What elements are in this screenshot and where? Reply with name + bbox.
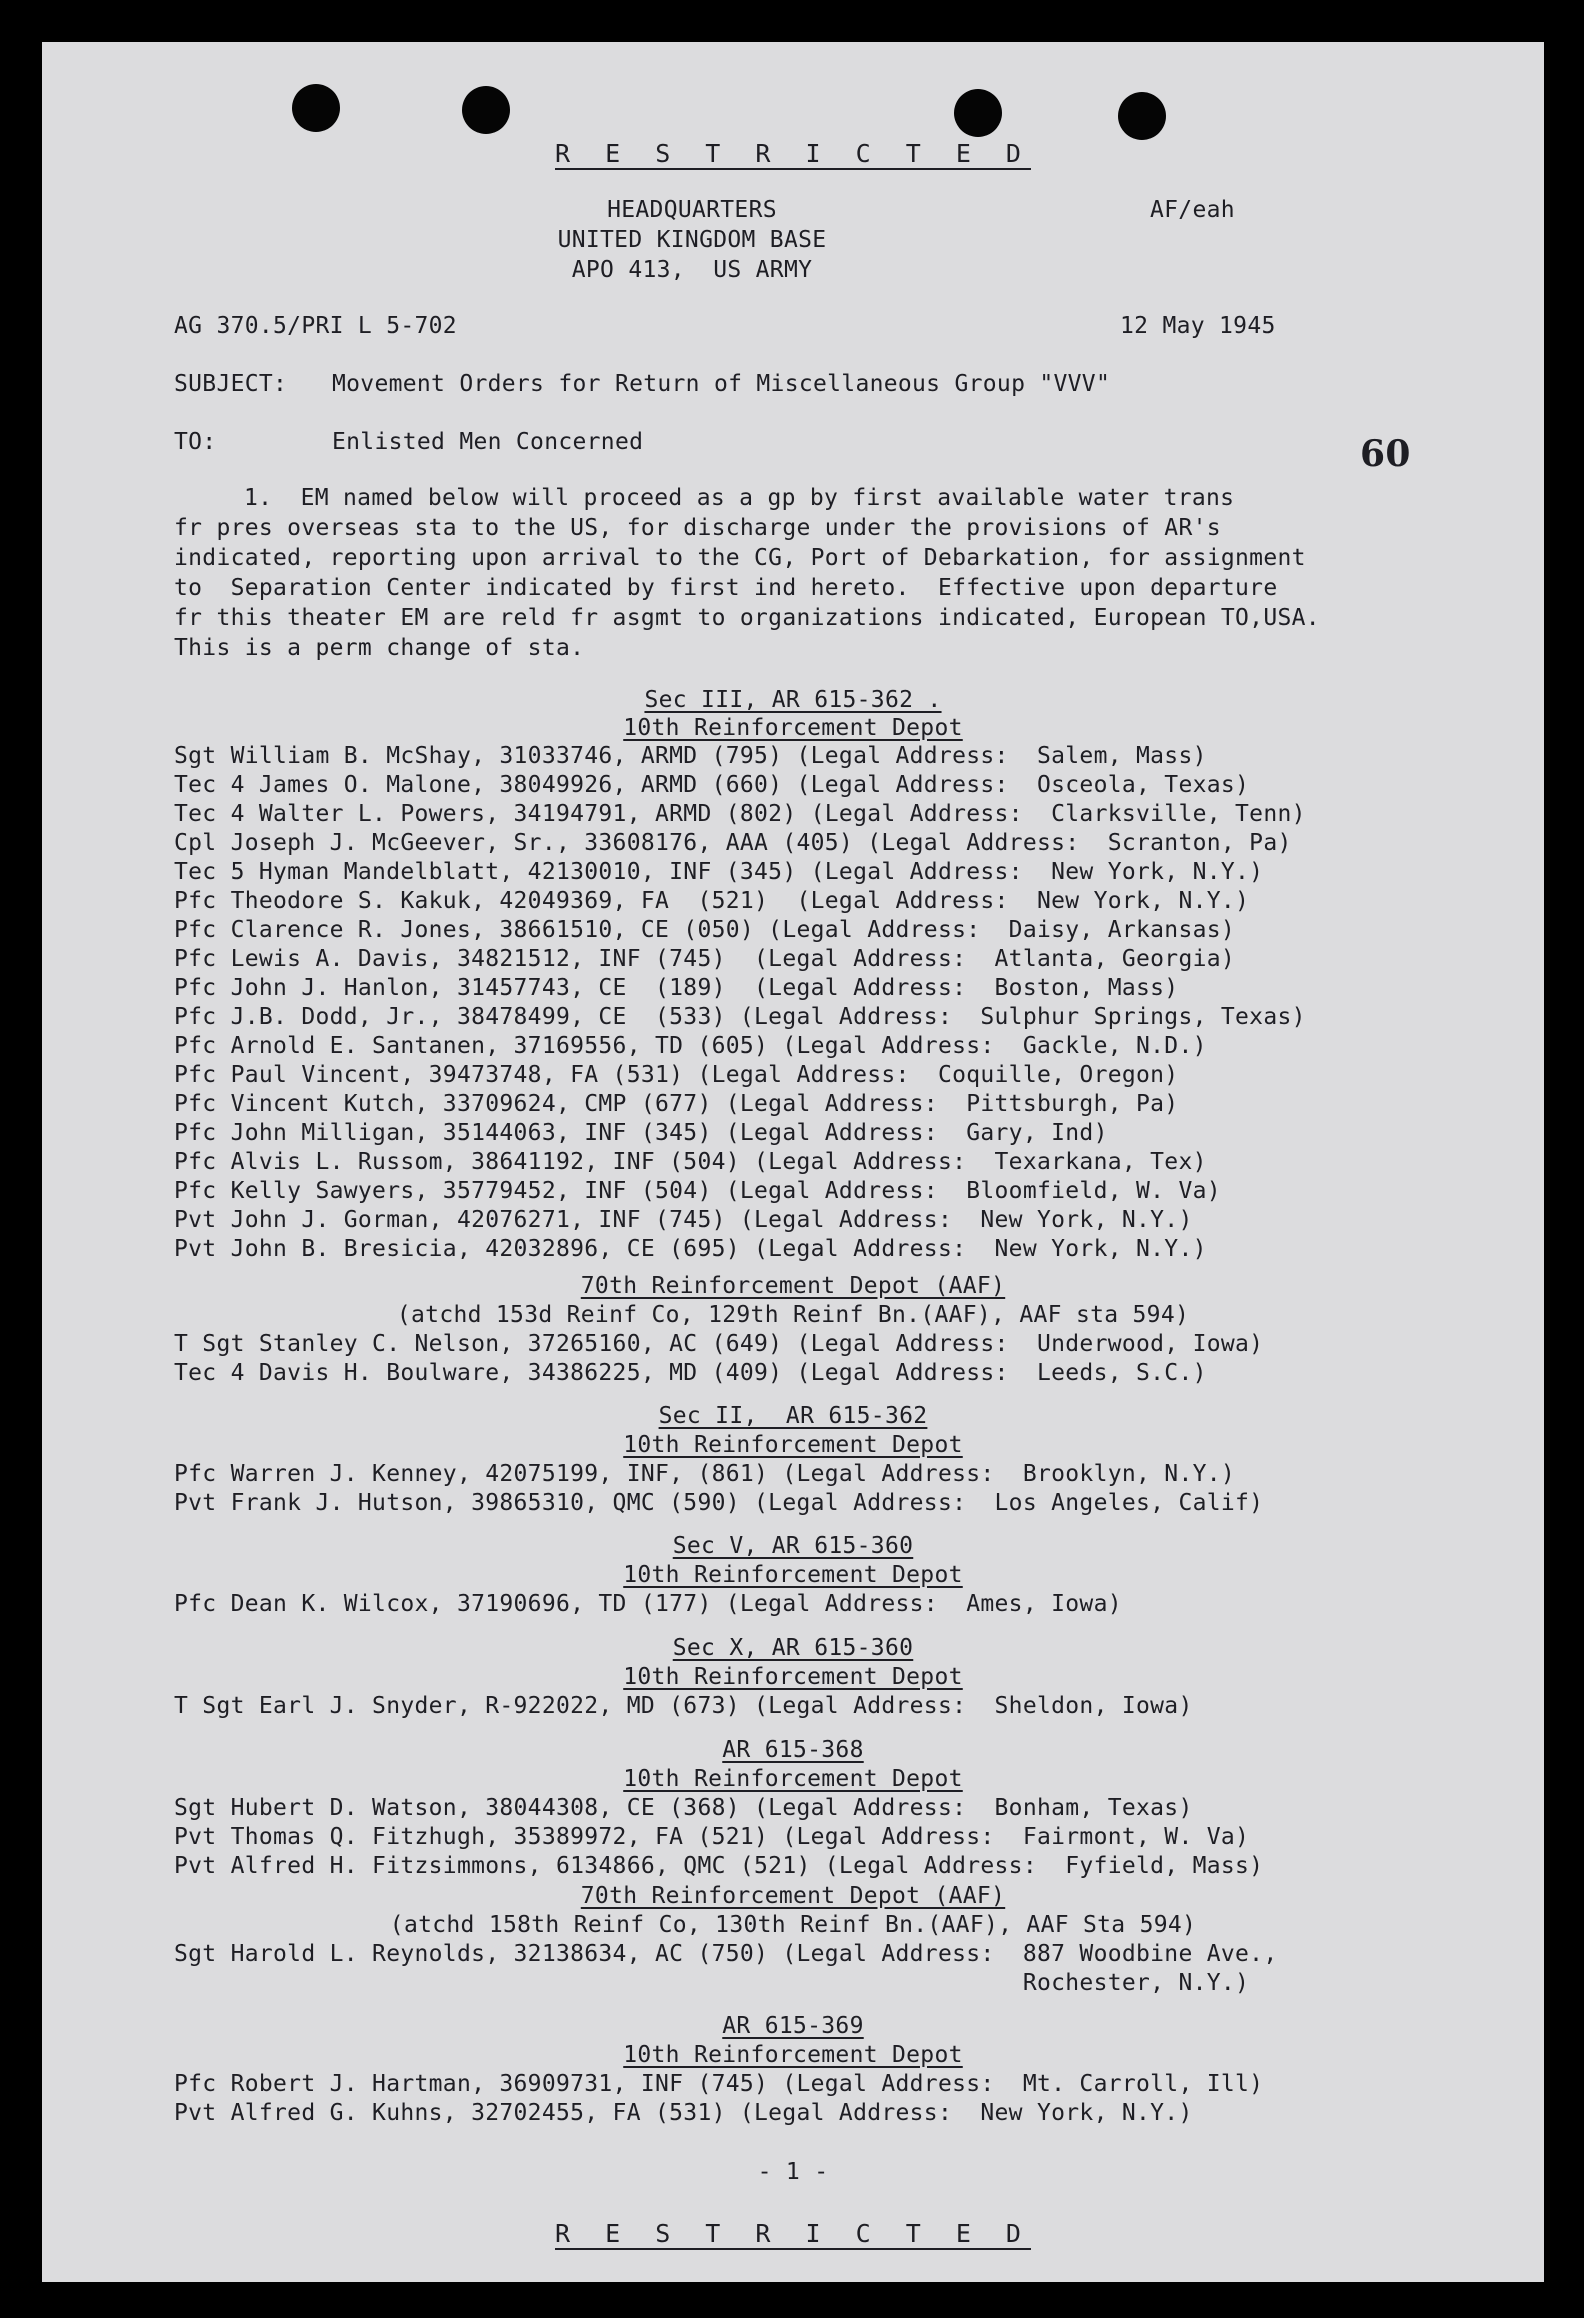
roster-entry: Pfc Dean K. Wilcox, 37190696, TD (177) (Legal Address: Ames, Iowa) (174, 1591, 1122, 1617)
section-heading: Sec II, AR 615-362 (658, 1403, 928, 1429)
roster-entry: Pfc Clarence R. Jones, 38661510, CE (050) (Legal Address: Daisy, Arkansas) (174, 917, 1236, 943)
roster-entry: Pvt Alfred G. Kuhns, 32702455, FA (531) (Legal Address: New York, N.Y.) (174, 2100, 1193, 2126)
roster-entry: Cpl Joseph J. McGeever, Sr., 33608176, AAA (405) (Legal Address: Scranton, Pa) (174, 830, 1292, 856)
roster-entry: Pvt Thomas Q. Fitzhugh, 35389972, FA (521) (Legal Address: Fairmont, W. Va) (174, 1824, 1250, 1850)
to-label: TO: (174, 429, 217, 455)
subject-label: SUBJECT: (174, 371, 288, 397)
section-heading: AR 615-369 (722, 2013, 864, 2039)
file-number: AG 370.5/PRI L 5-702 (174, 313, 457, 339)
roster-entry: Sgt Hubert D. Watson, 38044308, CE (368) (Legal Address: Bonham, Texas) (174, 1795, 1193, 1821)
attachment-note: (atchd 158th Reinf Co, 130th Reinf Bn.(AAF), AAF Sta 594) (389, 1912, 1197, 1938)
roster-entry: Pfc John J. Hanlon, 31457743, CE (189) (Legal Address: Boston, Mass) (174, 975, 1179, 1001)
binder-hole (462, 86, 510, 134)
roster-entry: Tec 5 Hyman Mandelblatt, 42130010, INF (345) (Legal Address: New York, N.Y.) (174, 859, 1264, 885)
section-heading: AR 615-368 (722, 1737, 864, 1763)
page-number: - 1 - (757, 2159, 829, 2185)
roster-entry: Sgt William B. McShay, 31033746, ARMD (795) (Legal Address: Salem, Mass) (174, 743, 1207, 769)
page-mark: 60 (1360, 433, 1411, 475)
depot-heading: 10th Reinforcement Depot (623, 1562, 963, 1588)
roster-entry: Pfc Arnold E. Santanen, 37169556, TD (605) (Legal Address: Gackle, N.D.) (174, 1033, 1207, 1059)
roster-entry: T Sgt Stanley C. Nelson, 37265160, AC (649) (Legal Address: Underwood, Iowa) (174, 1331, 1264, 1357)
depot-heading: 10th Reinforcement Depot (623, 1432, 963, 1458)
roster-entry: Pfc Robert J. Hartman, 36909731, INF (745) (Legal Address: Mt. Carroll, Ill) (174, 2071, 1264, 2097)
paragraph-line: fr this theater EM are reld fr asgmt to organizations indicated, European TO,USA. (174, 605, 1320, 631)
roster-entry: Pfc Alvis L. Russom, 38641192, INF (504) (Legal Address: Texarkana, Tex) (174, 1149, 1207, 1175)
depot-heading: 10th Reinforcement Depot (623, 2042, 963, 2068)
roster-entry: Pvt John B. Bresicia, 42032896, CE (695) (Legal Address: New York, N.Y.) (174, 1236, 1207, 1262)
roster-entry: Pfc J.B. Dodd, Jr., 38478499, CE (533) (Legal Address: Sulphur Springs, Texas) (174, 1004, 1306, 1030)
roster-entry: Tec 4 Davis H. Boulware, 34386225, MD (409) (Legal Address: Leeds, S.C.) (174, 1360, 1207, 1386)
roster-entry: Pfc Lewis A. Davis, 34821512, INF (745) (Legal Address: Atlanta, Georgia) (174, 946, 1236, 972)
binder-hole (292, 84, 340, 132)
roster-entry: Tec 4 Walter L. Powers, 34194791, ARMD (802) (Legal Address: Clarksville, Tenn) (174, 801, 1306, 827)
section-heading: Sec V, AR 615-360 (672, 1533, 914, 1559)
binder-hole (954, 89, 1002, 137)
subject-text: Movement Orders for Return of Miscellaneous Group "VVV" (332, 371, 1111, 397)
depot-heading: 10th Reinforcement Depot (623, 1664, 963, 1690)
roster-entry: Tec 4 James O. Malone, 38049926, ARMD (660) (Legal Address: Osceola, Texas) (174, 772, 1250, 798)
paragraph-line: fr pres overseas sta to the US, for discharge under the provisions of AR's (174, 515, 1221, 541)
document-page (42, 42, 1544, 2282)
paragraph-line: to Separation Center indicated by first ind hereto. Effective upon departure (174, 575, 1278, 601)
depot-heading: 70th Reinforcement Depot (AAF) (580, 1273, 1006, 1299)
roster-entry: Pfc John Milligan, 35144063, INF (345) (Legal Address: Gary, Ind) (174, 1120, 1108, 1146)
roster-entry: T Sgt Earl J. Snyder, R-922022, MD (673) (Legal Address: Sheldon, Iowa) (174, 1693, 1193, 1719)
section-heading: Sec X, AR 615-360 (672, 1635, 914, 1661)
classification-header: R E S T R I C T E D (555, 139, 1031, 168)
depot-heading: 70th Reinforcement Depot (AAF) (580, 1883, 1006, 1909)
roster-entry: Sgt Harold L. Reynolds, 32138634, AC (750) (Legal Address: 887 Woodbine Ave., (174, 1941, 1278, 1967)
roster-entry: Pvt John J. Gorman, 42076271, INF (745) (Legal Address: New York, N.Y.) (174, 1207, 1193, 1233)
reference-initials: AF/eah (1150, 197, 1235, 223)
depot-heading: 10th Reinforcement Depot (623, 1766, 963, 1792)
hq-line-2: UNITED KINGDOM BASE (557, 227, 827, 253)
paragraph-line: This is a perm change of sta. (174, 635, 585, 661)
roster-entry: Pfc Kelly Sawyers, 35779452, INF (504) (Legal Address: Bloomfield, W. Va) (174, 1178, 1221, 1204)
attachment-note: (atchd 153d Reinf Co, 129th Reinf Bn.(AAF), AAF sta 594) (396, 1302, 1190, 1328)
roster-entry: Pfc Theodore S. Kakuk, 42049369, FA (521) (Legal Address: New York, N.Y.) (174, 888, 1250, 914)
document-date: 12 May 1945 (1120, 313, 1276, 339)
roster-entry: Pfc Warren J. Kenney, 42075199, INF, (861) (Legal Address: Brooklyn, N.Y.) (174, 1461, 1236, 1487)
roster-entry: Pfc Paul Vincent, 39473748, FA (531) (Legal Address: Coquille, Oregon) (174, 1062, 1179, 1088)
paragraph-line: indicated, reporting upon arrival to the CG, Port of Debarkation, for assignment (174, 545, 1306, 571)
classification-footer: R E S T R I C T E D (555, 2219, 1031, 2248)
roster-entry: Pvt Frank J. Hutson, 39865310, QMC (590) (Legal Address: Los Angeles, Calif) (174, 1490, 1264, 1516)
binder-hole (1118, 92, 1166, 140)
roster-entry: Pfc Vincent Kutch, 33709624, CMP (677) (Legal Address: Pittsburgh, Pa) (174, 1091, 1179, 1117)
to-text: Enlisted Men Concerned (332, 429, 644, 455)
hq-line-3: APO 413, US ARMY (571, 257, 813, 283)
hq-line-1: HEADQUARTERS (607, 197, 777, 223)
paragraph-line: 1. EM named below will proceed as a gp by first available water trans (244, 485, 1235, 511)
roster-entry: Pvt Alfred H. Fitzsimmons, 6134866, QMC (521) (Legal Address: Fyfield, Mass) (174, 1853, 1264, 1879)
depot-heading: 10th Reinforcement Depot (623, 715, 963, 741)
section-heading: Sec III, AR 615-362 . (644, 687, 942, 713)
roster-entry: Rochester, N.Y.) (174, 1970, 1250, 1996)
